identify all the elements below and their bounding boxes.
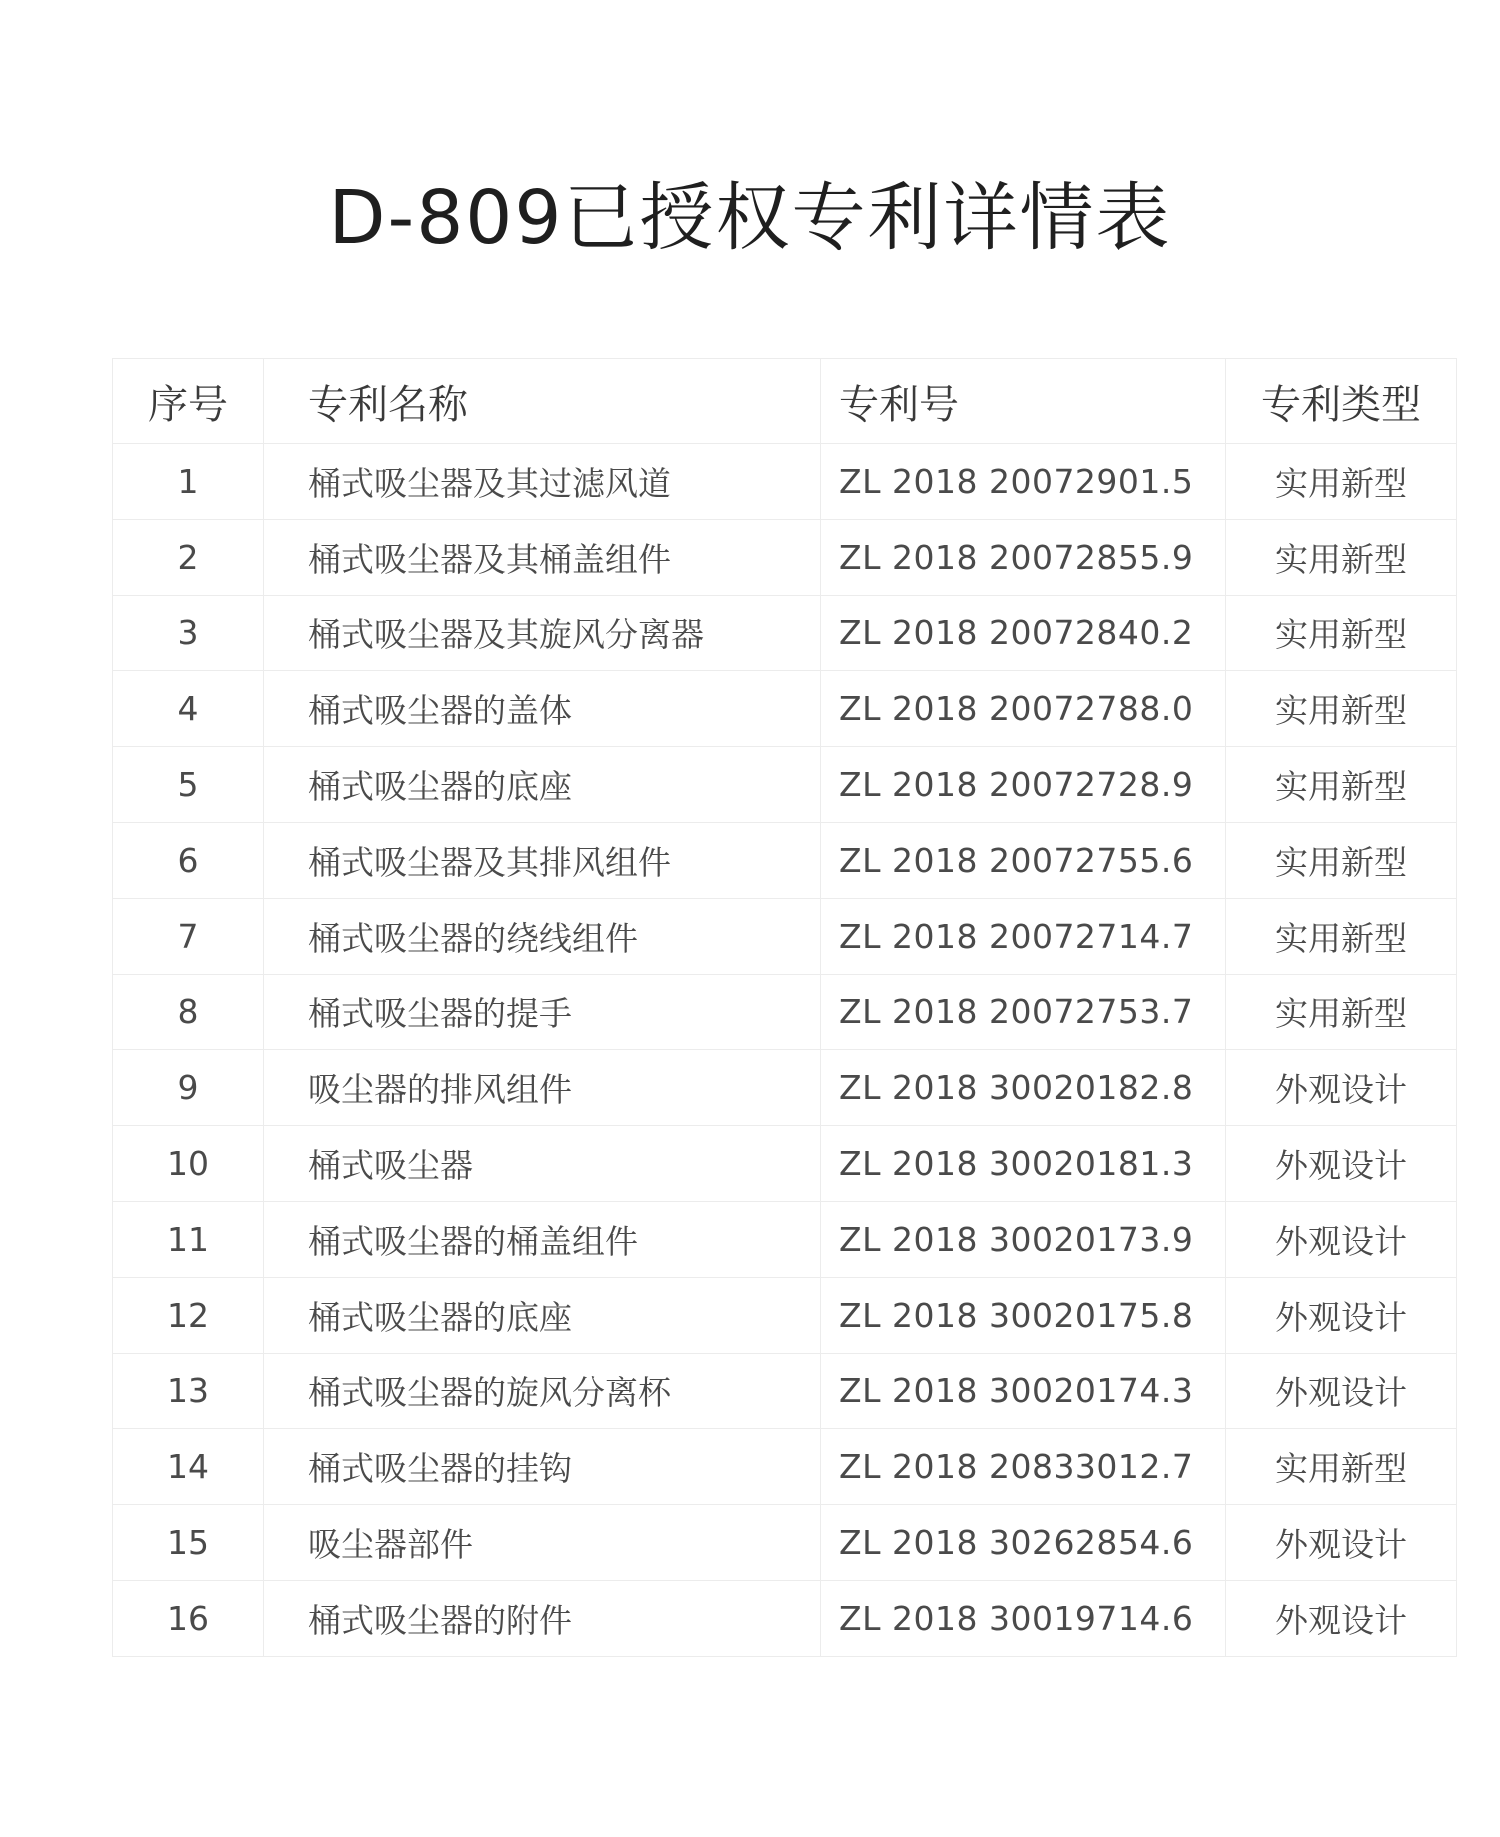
cell-no: 1 xyxy=(113,444,264,520)
cell-name: 吸尘器部件 xyxy=(264,1505,821,1581)
cell-name: 桶式吸尘器的底座 xyxy=(264,747,821,823)
table-row xyxy=(113,747,1457,823)
cell-type: 外观设计 xyxy=(1226,1505,1457,1581)
cell-no: 15 xyxy=(113,1505,264,1581)
cell-type: 实用新型 xyxy=(1226,822,1457,898)
table-row xyxy=(113,595,1457,671)
cell-type: 外观设计 xyxy=(1226,1126,1457,1202)
table-body xyxy=(113,444,1457,1657)
cell-type: 实用新型 xyxy=(1226,444,1457,520)
cell-type: 外观设计 xyxy=(1226,1050,1457,1126)
cell-no: 12 xyxy=(113,1277,264,1353)
table-row xyxy=(113,1277,1457,1353)
patent-table xyxy=(112,358,1457,1657)
cell-type: 实用新型 xyxy=(1226,898,1457,974)
cell-number: ZL 2018 20072755.6 xyxy=(821,822,1226,898)
table-row xyxy=(113,1505,1457,1581)
cell-type: 实用新型 xyxy=(1226,519,1457,595)
cell-number: ZL 2018 30020182.8 xyxy=(821,1050,1226,1126)
cell-number: ZL 2018 30020173.9 xyxy=(821,1201,1226,1277)
cell-name: 桶式吸尘器的绕线组件 xyxy=(264,898,821,974)
cell-number: ZL 2018 30020181.3 xyxy=(821,1126,1226,1202)
cell-number: ZL 2018 20072753.7 xyxy=(821,974,1226,1050)
cell-number: ZL 2018 20072901.5 xyxy=(821,444,1226,520)
cell-name: 桶式吸尘器 xyxy=(264,1126,821,1202)
cell-number: ZL 2018 20072714.7 xyxy=(821,898,1226,974)
table-row xyxy=(113,974,1457,1050)
table-row xyxy=(113,444,1457,520)
cell-number: ZL 2018 20072788.0 xyxy=(821,671,1226,747)
cell-no: 16 xyxy=(113,1580,264,1656)
cell-number: ZL 2018 30262854.6 xyxy=(821,1505,1226,1581)
table-row xyxy=(113,671,1457,747)
header-type: 专利类型 xyxy=(1226,359,1457,444)
cell-type: 实用新型 xyxy=(1226,1429,1457,1505)
cell-type: 外观设计 xyxy=(1226,1201,1457,1277)
cell-name: 吸尘器的排风组件 xyxy=(264,1050,821,1126)
cell-type: 实用新型 xyxy=(1226,974,1457,1050)
page-title: D-809已授权专利详情表 xyxy=(328,175,1172,261)
header-no: 序号 xyxy=(113,359,264,444)
table-row xyxy=(113,1126,1457,1202)
cell-number: ZL 2018 30019714.6 xyxy=(821,1580,1226,1656)
table-row xyxy=(113,822,1457,898)
cell-type: 外观设计 xyxy=(1226,1353,1457,1429)
cell-number: ZL 2018 20072855.9 xyxy=(821,519,1226,595)
cell-number: ZL 2018 20833012.7 xyxy=(821,1429,1226,1505)
cell-type: 实用新型 xyxy=(1226,671,1457,747)
table-row xyxy=(113,519,1457,595)
table-row xyxy=(113,898,1457,974)
cell-name: 桶式吸尘器的桶盖组件 xyxy=(264,1201,821,1277)
cell-name: 桶式吸尘器的旋风分离杯 xyxy=(264,1353,821,1429)
cell-type: 实用新型 xyxy=(1226,747,1457,823)
cell-name: 桶式吸尘器及其排风组件 xyxy=(264,822,821,898)
cell-name: 桶式吸尘器及其旋风分离器 xyxy=(264,595,821,671)
cell-no: 8 xyxy=(113,974,264,1050)
cell-name: 桶式吸尘器的盖体 xyxy=(264,671,821,747)
cell-no: 11 xyxy=(113,1201,264,1277)
cell-no: 2 xyxy=(113,519,264,595)
cell-type: 外观设计 xyxy=(1226,1580,1457,1656)
cell-name: 桶式吸尘器的底座 xyxy=(264,1277,821,1353)
cell-name: 桶式吸尘器的挂钩 xyxy=(264,1429,821,1505)
cell-no: 9 xyxy=(113,1050,264,1126)
table-header-row xyxy=(113,359,1457,444)
table-row xyxy=(113,1429,1457,1505)
cell-no: 7 xyxy=(113,898,264,974)
cell-type: 外观设计 xyxy=(1226,1277,1457,1353)
header-number: 专利号 xyxy=(821,359,1226,444)
cell-no: 4 xyxy=(113,671,264,747)
cell-name: 桶式吸尘器的提手 xyxy=(264,974,821,1050)
cell-number: ZL 2018 30020175.8 xyxy=(821,1277,1226,1353)
cell-name: 桶式吸尘器及其过滤风道 xyxy=(264,444,821,520)
cell-no: 10 xyxy=(113,1126,264,1202)
cell-number: ZL 2018 20072840.2 xyxy=(821,595,1226,671)
header-name: 专利名称 xyxy=(264,359,821,444)
table-row xyxy=(113,1580,1457,1656)
cell-type: 实用新型 xyxy=(1226,595,1457,671)
cell-name: 桶式吸尘器的附件 xyxy=(264,1580,821,1656)
table-row xyxy=(113,1050,1457,1126)
table-row xyxy=(113,1353,1457,1429)
cell-no: 5 xyxy=(113,747,264,823)
table-row xyxy=(113,1201,1457,1277)
cell-name: 桶式吸尘器及其桶盖组件 xyxy=(264,519,821,595)
cell-number: ZL 2018 20072728.9 xyxy=(821,747,1226,823)
cell-no: 6 xyxy=(113,822,264,898)
cell-no: 3 xyxy=(113,595,264,671)
cell-number: ZL 2018 30020174.3 xyxy=(821,1353,1226,1429)
cell-no: 13 xyxy=(113,1353,264,1429)
cell-no: 14 xyxy=(113,1429,264,1505)
